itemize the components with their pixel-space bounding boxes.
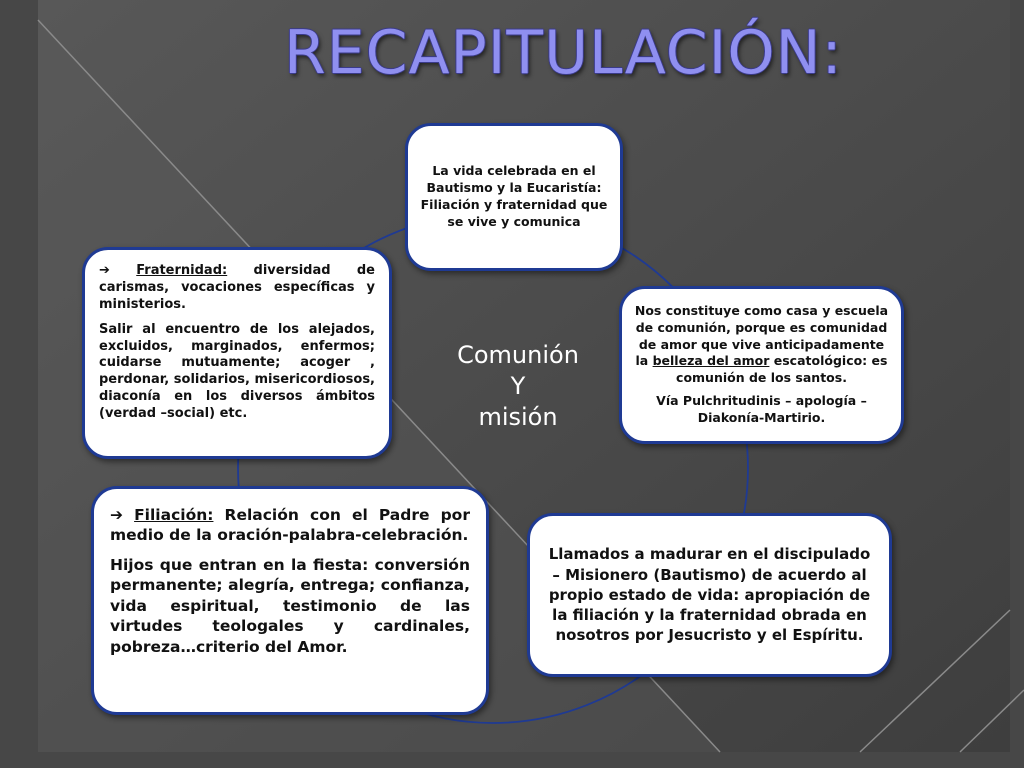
node-top-text: La vida celebrada en el Bautismo y la Eucaristía: Filiación y fraternidad que se vive y comunica	[420, 163, 608, 229]
node-bottom-right-text: Llamados a madurar en el discipulado – Misionero (Bautismo) de acuerdo al propio estado de vida: apropiación de la filiación y la fraternidad obrada en nosotros por Jesucristo y el Espíritu.	[548, 545, 871, 645]
node-left-p2: Salir al encuentro de los alejados, excluidos, marginados, enfermos; cuidarse mutuamente; acoger , perdonar, solidarios, misericordiosos, diaconía en los diversos ámbitos (verdad –social) etc.	[99, 321, 375, 422]
node-bottom-left-p1: ➔ Filiación: Relación con el Padre por medio de la oración-palabra-celebración.	[110, 506, 470, 545]
node-right-p1: Nos constituye como casa y escuela de comunión, porque es comunidad de amor que vive anticipadamente la belleza del amor escatológico: es comunión de los santos.	[634, 303, 889, 385]
slide-title: RECAPITULACIÓN:	[284, 18, 843, 88]
node-fraternidad	[82, 247, 392, 459]
node-left-p1: ➔ Fraternidad: diversidad de carismas, vocaciones específicas y ministerios.	[99, 263, 376, 312]
node-bottom-left-p2: Hijos que entran en la fiesta: conversión permanente; alegría, entrega; confianza, vida espiritual, testimonio de las virtudes teologales y cardinales, pobreza…criterio del Amor.	[110, 555, 470, 656]
node-llamados-a-madurar	[527, 513, 892, 677]
center-label	[432, 340, 604, 434]
fraternidad-heading: Fraternidad:	[136, 263, 228, 278]
node-right-p2: Vía Pulchritudinis – apología – Diakonía-Martirio.	[656, 393, 867, 426]
node-filiacion	[91, 486, 489, 715]
node-casa-escuela-comunion	[619, 286, 904, 444]
center-label-line-1: Comunión	[457, 341, 579, 369]
center-label-line-3: misión	[478, 403, 558, 432]
arrow-icon: ➔	[99, 263, 110, 278]
node-vida-celebrada	[405, 123, 623, 271]
filiacion-heading: Filiación:	[134, 506, 214, 524]
center-label-line-2: Y	[510, 372, 526, 401]
underlined-belleza-del-amor: belleza del amor	[652, 353, 770, 369]
arrow-icon: ➔	[110, 506, 123, 524]
